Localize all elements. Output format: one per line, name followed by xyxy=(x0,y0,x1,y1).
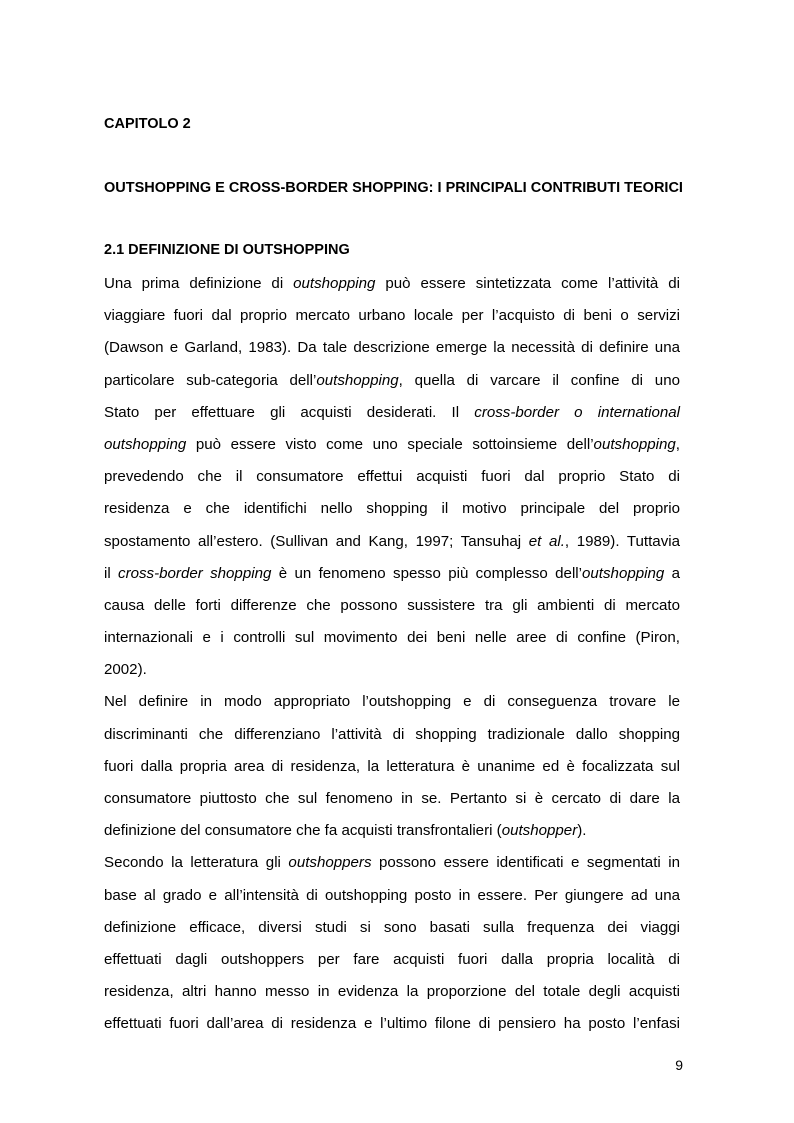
text-line xyxy=(104,912,680,944)
italic-text: cross-border shopping xyxy=(118,564,272,582)
text-segment: viaggiare fuori dal proprio mercato urbano locale per l’acquisto di beni o servizi xyxy=(104,307,680,325)
italic-text: outshopping xyxy=(104,435,187,453)
text-segment: prevedendo che il consumatore effettui acquisti fuori dal proprio Stato di xyxy=(104,468,680,486)
italic-text: outshopping xyxy=(316,371,399,389)
text-segment: è un fenomeno spesso più complesso dell’ xyxy=(271,564,583,582)
text-line xyxy=(104,493,680,525)
text-line xyxy=(104,847,680,879)
text-line xyxy=(104,429,680,461)
text-segment: effettuati fuori dall’area di residenza e l’ultimo filone di pensiero ha posto l’enfasi xyxy=(104,1015,680,1033)
text-segment: definizione del consumatore che fa acquisti transfrontalieri ( xyxy=(104,822,502,840)
text-segment: base al grado e all’intensità di outshopping posto in essere. Per giungere ad una xyxy=(104,886,680,904)
text-segment: residenza, altri hanno messo in evidenza la proporzione del totale degli acquisti xyxy=(104,983,680,1001)
text-line xyxy=(104,332,680,364)
text-line xyxy=(104,1008,680,1040)
text-line xyxy=(104,461,680,493)
text-line xyxy=(104,526,680,558)
text-segment: Una prima definizione di xyxy=(104,275,294,292)
chapter-title: OUTSHOPPING E CROSS-BORDER SHOPPING: I PRINCIPALI CONTRIBUTI TEORICI xyxy=(104,180,683,196)
text-segment: definizione efficace, diversi studi si sono basati sulla frequenza dei viaggi xyxy=(104,918,680,936)
text-segment: , 1989). Tuttavia xyxy=(564,532,680,550)
italic-text: outshopping xyxy=(293,275,376,292)
text-line xyxy=(104,944,680,976)
text-segment: , xyxy=(675,435,680,453)
text-segment: consumatore piuttosto che sul fenomeno in se. Pertanto si è cercato di dare la xyxy=(104,790,680,807)
text-line xyxy=(104,397,680,429)
text-segment: residenza e che identifichi nello shopping il motivo principale del proprio xyxy=(104,500,680,518)
page-number: 9 xyxy=(675,1057,683,1073)
text-line xyxy=(104,558,680,590)
text-line xyxy=(104,719,680,751)
text-segment: causa delle forti differenze che possono sussistere tra gli ambienti di mercato xyxy=(104,596,680,614)
text-line xyxy=(104,365,680,397)
text-segment: fuori dalla propria area di residenza, la letteratura è unanime ed è focalizzata sul xyxy=(104,757,680,775)
text-line xyxy=(104,300,680,332)
body-text xyxy=(104,268,680,1041)
text-segment: a xyxy=(664,564,680,582)
italic-text: et al. xyxy=(528,532,565,550)
body-paragraph xyxy=(104,847,680,1040)
text-segment: (Dawson e Garland, 1983). Da tale descrizione emerge la necessità di definire una xyxy=(104,339,680,357)
body-paragraph xyxy=(104,686,680,847)
text-line xyxy=(104,622,680,654)
italic-text: cross-border o international xyxy=(474,403,680,421)
italic-text: outshopper xyxy=(501,822,578,840)
text-segment: può essere visto come uno speciale sottoinsieme dell’ xyxy=(186,435,594,453)
text-line xyxy=(104,815,680,847)
text-line xyxy=(104,686,680,718)
text-segment: il xyxy=(104,564,119,582)
text-segment: possono essere identificati e segmentati in xyxy=(371,854,680,872)
text-segment: Nel definire in modo appropriato l’outshopping e di conseguenza trovare le xyxy=(104,693,680,711)
text-segment: può essere sintetizzata come l’attività di xyxy=(375,275,681,292)
body-paragraph xyxy=(104,268,680,686)
text-line xyxy=(104,783,680,815)
text-line xyxy=(104,976,680,1008)
text-line xyxy=(104,590,680,622)
text-segment: spostamento all’estero. (Sullivan and Kang, 1997; Tansuhaj xyxy=(104,532,529,550)
text-segment: Stato per effettuare gli acquisti desiderati. Il xyxy=(104,403,475,421)
section-heading: 2.1 DEFINIZIONE DI OUTSHOPPING xyxy=(104,242,350,258)
text-line xyxy=(104,751,680,783)
chapter-label: CAPITOLO 2 xyxy=(104,116,191,132)
italic-text: outshopping xyxy=(582,564,665,582)
italic-text: outshoppers xyxy=(288,854,372,872)
text-segment: effettuati dagli outshoppers per fare acquisti fuori dalla propria località di xyxy=(104,950,680,968)
text-segment: 2002). xyxy=(104,661,147,679)
text-segment: particolare sub-categoria dell’ xyxy=(104,371,317,389)
text-segment: , quella di varcare il confine di uno xyxy=(398,371,680,389)
text-segment: discriminanti che differenziano l’attività di shopping tradizionale dallo shopping xyxy=(104,725,680,743)
text-segment: ). xyxy=(577,822,587,840)
text-line xyxy=(104,268,680,300)
text-segment: Secondo la letteratura gli xyxy=(104,854,289,872)
text-segment: internazionali e i controlli sul movimento dei beni nelle aree di confine (Piron, xyxy=(104,629,680,647)
italic-text: outshopping xyxy=(593,435,676,453)
text-line xyxy=(104,880,680,912)
text-line xyxy=(104,654,680,686)
